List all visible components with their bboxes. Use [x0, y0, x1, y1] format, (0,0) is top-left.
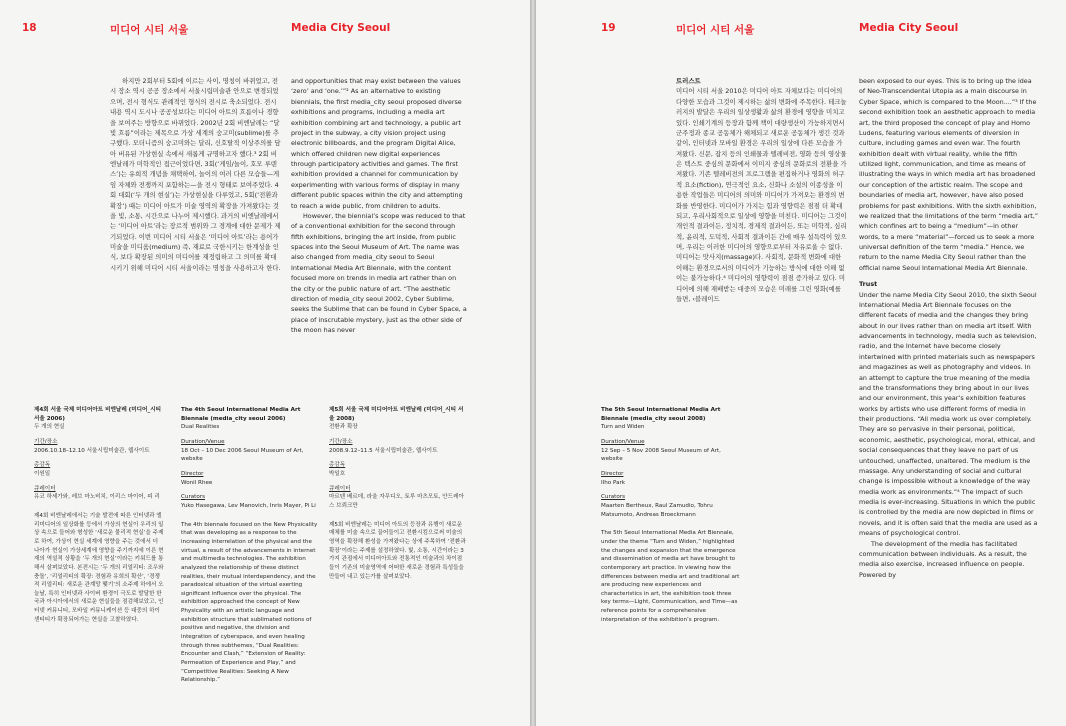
info-label: Curators: [181, 494, 206, 501]
info-label: 큐레이터: [34, 485, 56, 492]
info-title: 제4회 서울 국제 미디어아트 비엔날레 (미디어_시티 서울 2006): [34, 407, 162, 422]
info-value: 유코 하세가와, 레브 마노비치, 이리스 마이어, 피 리: [34, 494, 160, 501]
body-paragraph: been exposed to our eyes. This is to bring up the idea of Neo-Transcendental Utopia as a main discourse in Cyber Space, which is compared to the Moon....”³ If the second exhibition took an aesthetic approach to media art, the third proposed the concept of play and Homo Ludens, featuring various elements of diversion in culture, including games and even war. The fourth exhibition dealt with virtual reality, while the fifth utilized light, communication, and time as means of illustrating the ways in which media art has broadened our conception of the artistic realm. The scope and boundaries of media art, however, have also posed problems for past exhibitions. With the sixth exhibition, we realized that the limitations of the term “media art,” which confines art to being a “medium”—in other words, to a mere “material”—forced us to seek a more universal definition of the term “media.” Hence, we return to the name Media City Seoul rather than the official name Seoul International Media Art Biennale.: [859, 77, 1039, 272]
info-value: 마르텐 베르데, 라울 자무디오, 토루 마츠모토, 안드레아스 브뢰크만: [329, 494, 464, 509]
body-paragraph: The development of the media has facilitated communication between individuals. As a result, the media also exercise, increased influence on people. Powered by: [859, 539, 1027, 579]
running-title-en: Media City Seoul: [291, 22, 391, 34]
info-value: 2006.10.18–12.10 서울시립미술관, 웹사이트: [34, 447, 150, 454]
info-label: Duration/Venue: [181, 438, 225, 445]
section-heading: 트러스트: [676, 77, 701, 85]
info-label: Director: [181, 470, 204, 477]
body-paragraph: Under the name Media City Seoul 2010, the sixth Seoul International Media Art Biennale focuses on the different facets of media and the changes they bring about in our lives rather than on media art itself. With advancements in technology, media such as television, radio, and the Internet have become closely intertwined with printed materials such as newspapers and magazines as well as photography and videos. In an attempt to capture the true meaning of the media and the transformations they bring about in our lives and our environment, this year’s exhibition features works by artists who use different forms of media in their productions. “All media work us over completely. They are so pervasive in their personal, political, economic, aesthetic, psychological, moral, ethical, and social consequences that they leave no part of us untouched, unaffected, unaltered. The medium is the massage. Any understanding of social and cultural change is impossible without a knowledge of the way media work as environments.”⁴ The impact of such media is ever-increasing. Situations in which the public is controlled by the media are now depicted in films or novels, and it is often said that the media are used as a means of psychological control.: [859, 290, 1038, 538]
info-label: Curators: [601, 494, 626, 501]
body-paragraph: and opportunities that may exist between the values ‘zero’ and ‘one.’”² As an alternative to existing biennials, the first media_city seoul proposed diverse exhibitions and programs, including a media art exhibition combining art and technology, a public art project in the subway, a city vision project using electronic billboards, and the program Digital Alice, which offered children new digital experiences through participatory activities and games. The first exhibition provided a channel for communication by experimenting with various forms of display in many different public spaces within the city and attempting to reach a wide public, from children to adults.: [291, 77, 463, 210]
body-column-ko: [676, 76, 848, 390]
info-value: 12 Sep – 5 Nov 2008 Seoul Museum of Art, website: [601, 447, 721, 463]
info-value: 2008.9.12–11.5 서울시립미술관, 웹사이트: [329, 447, 438, 454]
exhibition-info-2008-en: [601, 406, 741, 718]
info-subtitle: Dual Realities: [181, 424, 220, 431]
info-label: 기간/장소: [329, 438, 353, 445]
info-value: Wonil Rhee: [181, 479, 213, 486]
body-column-ko: [110, 76, 282, 366]
left-page: [0, 0, 530, 726]
page-number: 19: [601, 22, 616, 34]
info-label: 큐레이터: [329, 485, 351, 492]
info-label: 총감독: [329, 462, 346, 469]
info-title: 제5회 서울 국제 미디어아트 비엔날레 (미디어_시티 서울 2008): [329, 407, 464, 422]
info-title: The 5th Seoul International Media Art Biennale (media_city seoul 2008): [601, 407, 721, 422]
info-label: 기간/장소: [34, 438, 58, 445]
info-subtitle: 전환과 확장: [329, 424, 358, 431]
info-label: 총감독: [34, 462, 51, 469]
exhibition-info-2008-ko: [329, 406, 467, 718]
running-title-ko: 미디어 시티 서울: [676, 24, 755, 36]
info-subtitle: Turn and Widen: [601, 424, 645, 431]
info-subtitle: 두 개의 현실: [34, 424, 65, 431]
info-description: The 5th Seoul International Media Art Biennale, under the theme “Turn and Widen,” highlighted the changes and expansion that the emergence and dissemination of media art have brought to contemporary art practice. In viewing how the differences between media art and traditional art are producing new experiences and characteristics in art, the exhibition took three key terms—Light, Communication, and Time—as reference points for a comprehensive interpretation of the exhibition’s program.: [601, 530, 740, 623]
info-value: Yuko Hasegawa, Lev Manovich, Inris Mayer, Pi Li: [181, 502, 316, 509]
info-label: Director: [601, 470, 624, 477]
info-value: 박일호: [329, 470, 346, 477]
info-value: Maarten Bertheux, Raul Zamudio, Tohru Matsumoto, Andreas Broeckmann: [601, 502, 713, 518]
info-description: 제4회 비엔날레에서는 기술 발전에 따른 인터넷과 엘리미디어의 일상화를 등에서 가상의 현실이 우리의 일상 속으로 들어와 형성한 ‘새로운 물리적 현실’을 주제로 하여, 가상이 현실 세계에 영향을 주는 것에서 더 나아가 현실이 가상세계에 영향을 주기까지에 이른 현재의 역설적 상황을 ‘두 개의 현실’이라는 키워드를 통해서 살펴보았다. 본전시는 ‘두 개의 리얼리티: 조우와 충돌’, ‘리얼리티의 확장: 경험과 유희의 확산’, ‘경쟁적 리얼리티: 새로운 관계망 맺기’의 소주제 하에서 오늘날, 특히 인터넷과 사이버 환경이 극도로 발달한 한국과 아시아에서의 새로운 현실들을 점검해보았고, 인터넷 커뮤니티, 모바일 커뮤니케이션 등 대중의 하이센티티가 확장되어가는 현실을 고찰하였다.: [34, 512, 164, 623]
info-value: 18 Oct – 10 Dec 2006 Seoul Museum of Art, website: [181, 447, 304, 463]
body-column-en: [291, 76, 467, 366]
info-description: 제5회 비엔날레는 미디어 아트의 등장과 유행이 새로운 매체를 미술 속으로 끌어들이고 전환시킴으로써 미술의 영역을 확장해 환성을 가져왔다는 상에 주목하여 ‘전환과 확장’이라는 주제를 설정하였다. 빛, 소통, 시간이라는 3가지 관점에서 미디어아트와 전통적인 미술과의 차이점들이 기존의 미술영역에 어떠한 새로운 경험과 특성들을 만들어 내고 있는가를 살펴보았다.: [329, 521, 466, 580]
running-title-en: Media City Seoul: [859, 22, 959, 34]
info-value: Ilho Park: [601, 479, 626, 486]
exhibition-info-2006-en: [181, 406, 319, 718]
info-title: The 4th Seoul International Media Art Biennale (media_city seoul 2006): [181, 407, 301, 422]
right-page: [536, 0, 1066, 726]
running-title-ko: 미디어 시티 서울: [110, 24, 189, 36]
info-description: The 4th biennale focused on the New Physicality that was developing as a response to the increasing interrelation of the physical and the virtual, a result of the advancements in internet and multimedia technologies. The exhibition analyzed the relationship of these distinct realities, their mutual interdependency, and the paradoxical situation of the virtual exerting significant influence over the physical. The exhibition approached the concept of New Physicality with an artistic language and exhibition structure that sublimated notions of positive and negative, the division and integration of cyberspace, and even healing through three subthemes, “Dual Realities: Encounter and Clash,” “Extension of Reality: Permeation of Experience and Play,” and “Competitive Realities: Seeking A New Relationship.”: [181, 521, 318, 684]
exhibition-info-2006-ko: [34, 406, 164, 718]
body-paragraph: 하지만 2회부터 5회에 이르는 사이, 명칭이 바뀌었고, 전시 장소 역시 공공 장소에서 서울시립미술관 안으로 변경되었으며, 전시 형식도 관례적인 형식의 전시로 축소되었다. 전시 내용 역시 도시나 공공성보다는 미디어 아트의 흐름이나 경향을 보여주는 방향으로 바뀌었다. 2002년 2회 비엔날레는 “달빛 흐름”이라는 제목으로 가상 세계의 숭고미(sublime)를 추구했다. 모더니즘의 숭고미와는 달리, 신호탈적 이상주의를 담아 버유된 가상현실 속에서 새롭게 규명하고자 했다.³ 2회 비엔날레가 미학적인 접근이었다면, 3회(‘게임/놀이, 호모 루덴스’)는 유희적 개념을 채택하여, 놀이의 여러 다른 모습들—게임 자체와 전쟁까지 포함하는—을 전시 형태로 보여주었다. 4회 대회(‘두 개의 현실’)는 가상현실을 다루었고, 5회(‘전환과 확장’) 때는 미디어 아트가 미술 영역의 확장을 가져왔다는 것을 빛, 소통, 시간으로 나누어 제시했다. 과거의 비엔날레에서는 ‘미디어 아트’라는 장르적 범위와 그 경계에 대한 문제가 제기되었다. 이번 미디어 시티 서울은 ‘미디어 아트’라는 용어가 미술을 미디움(medium) 즉, 재료로 국한시키는 한계성을 인식, 보다 확장된 의미의 미디어를 재정립하고 그 의미를 확대시키기 위해 미디어 시티 서울이라는 명칭을 사용하고자 한다.: [110, 77, 281, 272]
page-number: 18: [22, 22, 37, 34]
info-label: Duration/Venue: [601, 438, 645, 445]
body-paragraph: 미디어 시티 서울 2010은 미디어 아트 자체보다는 미디어의 다양한 모습과 그것이 제시하는 삶의 변화에 주목한다. 테크놀러지의 발달은 우리의 일상생활과 삶의 환경에 영향을 미치고 있다. 인쇄기계의 등장과 함께 책이 대량생산이 가능하지면서 군주정과 종교 공동체가 해체되고 새로운 공동체가 생긴 것과 같이, 인터넷과 모바일 환경은 우리의 일상에 다른 모습을 가져왔다. 신문, 잡지 등의 인쇄물과 텔레비전, 영화 등의 영상물은 텍스트 중심의 문화에서 이미지 중심의 문화로의 전환을 가져왔다. 기존 텔레비전의 프로그램을 편집하거나 영화의 허구적 요소(fiction), 연극적인 요소, 신화나 소설의 이종성을 이용한 작업들은 미디어의 의미와 미디어가 가져오는 환경의 변화를 반영한다. 미디어가 가지는 힘과 영향력은 점점 더 확대되고, 우리사회적으로 일상에 영향을 미친다. 미디어는 그것이 개인적 결과이든, 정치적, 경제적 결과이든, 또는 미학적, 심리적, 윤리적, 도덕적, 사회적 결과이든 간에 매우 설득력이 있으며, 우리는 이러한 미디어의 영향으로부터 자유로울 수 없다. 미디어는 맛사지(massage)다. 사회적, 문화적 변화에 대한 이해는 환경으로서의 미디어가 기능하는 방식에 대한 이해 없이는 불가능하다.⁴ 미디어의 영향력이 점점 증가하고 있다. 미디어에 의해 재배받는 대중의 모습은 미래를 그린 영화(예를 들면, ‹블레이드: [676, 87, 847, 303]
section-heading: Trust: [859, 280, 878, 289]
body-column-en: [859, 76, 1039, 722]
body-paragraph: However, the biennial’s scope was reduced to that of a conventional exhibition for the second through fifth exhibitions, bringing the art inside, from public spaces into the Seoul Museum of Art. The name was also changed from media_city seoul to Seoul International Media Art Biennale, with the content focused more on trends in media art rather than on the city or the public nature of art. “The aesthetic direction of media_city seoul 2002, Cyber Sublime, seeks the Sublime that can be found in Cyber Space, a place of inscrutable mystery, just as the other side of the moon has never: [291, 211, 467, 334]
info-value: 이원일: [34, 470, 51, 477]
